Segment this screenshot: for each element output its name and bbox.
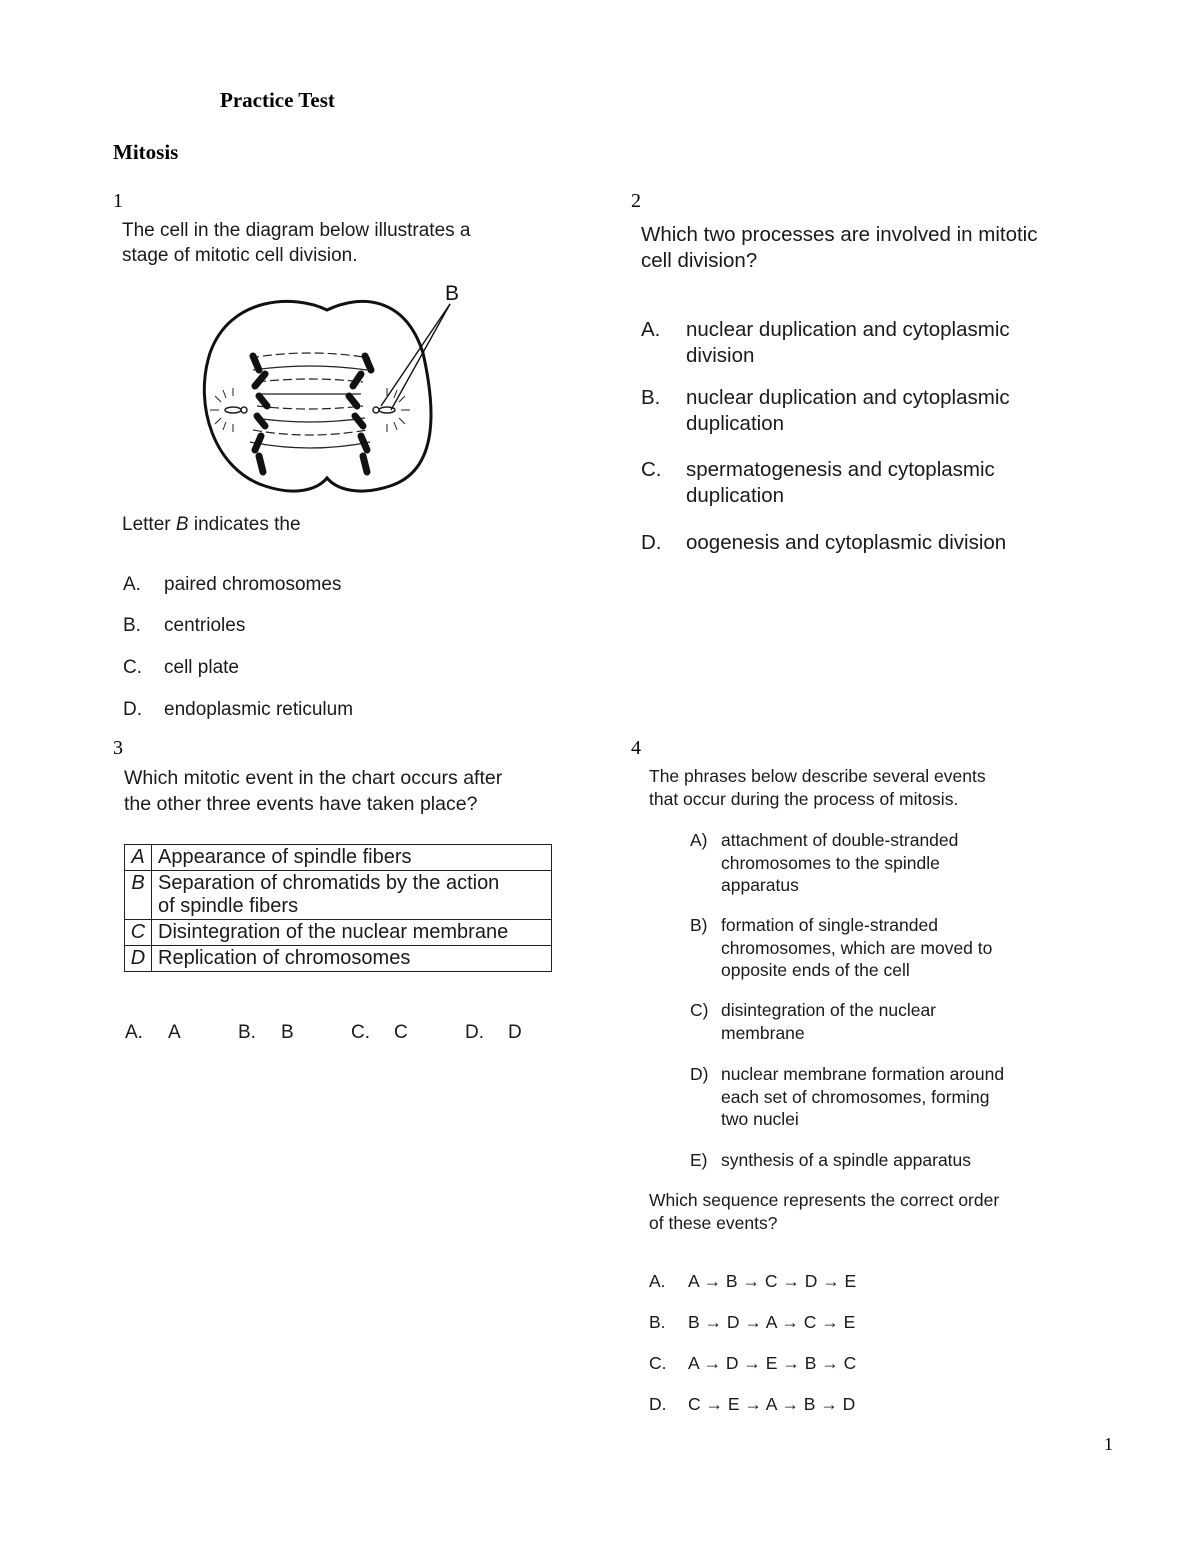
question-3-option-a[interactable] <box>125 1020 205 1046</box>
event-d <box>690 1063 1050 1133</box>
event-text-line: attachment of double-stranded <box>721 830 959 850</box>
question-4-option-b[interactable] <box>649 1312 949 1336</box>
option-text: B <box>281 1022 294 1043</box>
event-letter: D) <box>690 1064 709 1084</box>
option-letter: B. <box>238 1022 256 1043</box>
chart-row-line: Replication of chromosomes <box>158 947 411 969</box>
event-text <box>721 999 936 1044</box>
question-1-option-d[interactable] <box>123 697 523 723</box>
question-number-2: 2 <box>631 190 641 212</box>
event-text-line: nuclear membrane formation around <box>721 1064 1005 1084</box>
option-letter: C. <box>649 1353 667 1373</box>
question-2-option-b[interactable] <box>641 385 1081 437</box>
event-letter: E) <box>690 1150 708 1170</box>
question-1-option-c[interactable] <box>123 655 523 681</box>
option-letter: A. <box>649 1271 666 1291</box>
question-2-option-d[interactable] <box>641 530 1081 556</box>
label-b-pointer <box>381 304 450 410</box>
question-1-prompt-prefix: Letter <box>122 514 176 535</box>
chart-row <box>125 871 552 920</box>
chart-row-text <box>152 871 552 920</box>
question-4-stem-line: The phrases below describe several events <box>649 766 986 786</box>
event-text-line: synthesis of a spindle apparatus <box>721 1150 972 1170</box>
option-text: A → B → C → D → E <box>688 1271 857 1291</box>
option-letter: C. <box>641 458 662 481</box>
option-text: B → D → A → C → E <box>688 1312 856 1332</box>
chromosomes-right <box>349 356 371 472</box>
question-1-stem-line: stage of mitotic cell division. <box>122 245 358 266</box>
option-text: centrioles <box>164 615 246 636</box>
event-text <box>721 829 958 897</box>
option-text-line: duplication <box>686 484 785 507</box>
event-text-line: disintegration of the nuclear <box>721 1000 936 1020</box>
event-b <box>690 914 1050 984</box>
option-text: C → E → A → B → D <box>688 1394 856 1414</box>
page-title: Practice Test <box>220 88 335 112</box>
chart-row-text <box>152 920 552 946</box>
question-2-option-c[interactable] <box>641 457 1081 509</box>
question-2-stem-line: Which two processes are involved in mitotic <box>641 223 1038 246</box>
option-letter: B. <box>641 386 661 409</box>
chart-row-letter: B <box>125 871 152 920</box>
option-letter: D. <box>641 531 662 554</box>
section-heading: Mitosis <box>113 140 179 164</box>
chart-row-line: Disintegration of the nuclear membrane <box>158 921 509 943</box>
event-text-line: chromosomes, which are moved to <box>721 937 993 958</box>
option-letter: D. <box>465 1022 484 1043</box>
question-3-stem <box>124 765 502 817</box>
question-3-stem-line: the other three events have taken place? <box>124 793 478 815</box>
question-4-stem-line: that occur during the process of mitosis. <box>649 789 959 809</box>
chart-row-text <box>152 845 552 871</box>
option-text: C <box>394 1022 408 1043</box>
event-letter: A) <box>690 830 708 850</box>
option-letter: D. <box>123 699 142 720</box>
option-text-line: duplication <box>686 412 785 435</box>
cell-membrane <box>204 301 431 491</box>
option-text-line: oogenesis and cytoplasmic division <box>686 531 1007 554</box>
question-number-1: 1 <box>113 190 123 212</box>
event-text-line: formation of single-stranded <box>721 915 938 935</box>
question-1-prompt-letter: B <box>175 514 189 535</box>
question-3-stem-line: Which mitotic event in the chart occurs after <box>124 767 503 789</box>
option-letter: C. <box>351 1022 370 1043</box>
event-e <box>690 1149 1050 1173</box>
option-letter: A. <box>641 318 661 341</box>
event-text-line: two nuclei <box>721 1109 799 1129</box>
chart-row <box>125 946 552 972</box>
question-1-prompt-suffix: indicates the <box>188 514 301 535</box>
option-text-line: spermatogenesis and cytoplasmic <box>686 458 995 481</box>
option-text <box>686 530 1006 556</box>
event-text <box>721 914 992 982</box>
event-letter: B) <box>690 915 708 935</box>
option-letter: A. <box>123 574 141 595</box>
chart-row-line: Appearance of spindle fibers <box>158 846 412 868</box>
event-text-line: opposite ends of the cell <box>721 960 910 980</box>
question-4-question <box>649 1189 999 1235</box>
question-2-option-a[interactable] <box>641 317 1081 369</box>
option-text <box>686 385 1010 437</box>
mitosis-cell-diagram <box>195 278 485 518</box>
event-letter: C) <box>690 1000 709 1020</box>
option-text: cell plate <box>164 657 239 678</box>
option-letter: A. <box>125 1022 143 1043</box>
event-text-line: each set of chromosomes, forming <box>721 1086 990 1107</box>
chart-row <box>125 845 552 871</box>
question-2-stem-line: cell division? <box>641 249 758 272</box>
question-number-3: 3 <box>113 737 123 759</box>
chart-row <box>125 920 552 946</box>
option-text: paired chromosomes <box>164 574 342 595</box>
option-letter: B. <box>123 615 141 636</box>
chart-row-text <box>152 946 552 972</box>
question-4-question-line: Which sequence represents the correct order <box>649 1190 1000 1210</box>
option-text: endoplasmic reticulum <box>164 699 354 720</box>
chart-row-line: of spindle fibers <box>158 895 299 917</box>
chart-row-letter: D <box>125 946 152 972</box>
chart-row-line: Separation of chromatids by the action <box>158 872 500 894</box>
option-text-line: nuclear duplication and cytoplasmic <box>686 386 1010 409</box>
question-1-stem-line: The cell in the diagram below illustrates a <box>122 220 471 241</box>
event-c <box>690 999 1050 1045</box>
event-text-line: apparatus <box>721 875 799 895</box>
question-2-stem <box>641 222 1038 274</box>
question-1-stem <box>122 218 471 268</box>
option-letter: D. <box>649 1394 667 1414</box>
question-number-4: 4 <box>631 737 641 759</box>
option-text: D <box>508 1022 522 1043</box>
option-text <box>686 457 995 509</box>
question-1-prompt <box>122 512 301 537</box>
question-4-question-line: of these events? <box>649 1213 778 1233</box>
option-text-line: nuclear duplication and cytoplasmic <box>686 318 1010 341</box>
question-3-option-b[interactable] <box>238 1020 318 1046</box>
option-letter: C. <box>123 657 142 678</box>
event-text <box>721 1063 1004 1131</box>
event-text-line: membrane <box>721 1022 805 1043</box>
question-1-option-a[interactable] <box>123 572 523 598</box>
question-4-option-c[interactable] <box>649 1353 949 1377</box>
events-chart <box>124 844 552 972</box>
question-4-stem <box>649 765 986 811</box>
event-text-line: chromosomes to the spindle <box>721 852 940 873</box>
question-4-option-d[interactable] <box>649 1394 949 1418</box>
diagram-label-b: B <box>445 282 460 305</box>
option-text-line: division <box>686 344 755 367</box>
option-text <box>686 317 1010 369</box>
question-1-option-b[interactable] <box>123 613 523 639</box>
centriole-left <box>210 388 247 432</box>
option-letter: B. <box>649 1312 666 1332</box>
page-number: 1 <box>1104 1434 1113 1454</box>
event-text <box>721 1149 971 1172</box>
option-text: A → D → E → B → C <box>688 1353 857 1373</box>
option-text: A <box>168 1022 181 1043</box>
chart-row-letter: A <box>125 845 152 871</box>
question-3-option-c[interactable] <box>351 1020 431 1046</box>
question-4-option-a[interactable] <box>649 1271 949 1295</box>
chart-row-letter: C <box>125 920 152 946</box>
event-a <box>690 829 1050 899</box>
chromosomes-left <box>253 356 267 472</box>
question-3-option-d[interactable] <box>465 1020 545 1046</box>
